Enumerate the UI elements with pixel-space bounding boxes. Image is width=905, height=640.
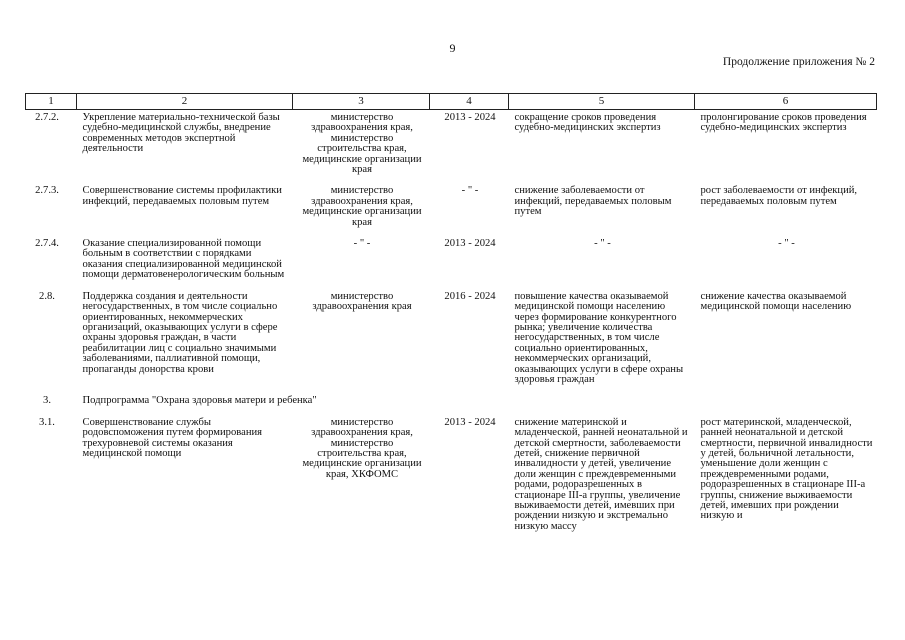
- executor: министерство здравоохранения края, министерство строительства края, медицинские организации края: [302, 112, 422, 176]
- table-row: [26, 289, 877, 394]
- table-row: [26, 110, 877, 184]
- consequence: снижение качества оказываемой медицинской помощи населению: [700, 290, 852, 313]
- subprogram-title: Подпрограмма "Охрана здоровья матери и ребенка": [82, 395, 317, 407]
- measure-name: Оказание специализированной помощи больным в соответствии с порядками оказания специализированной медицинской помощи дерматовенерологическим больным: [82, 238, 285, 281]
- measure-name: Укрепление материально-технической базы судебно-медицинской службы, внедрение современных методов экспертной деятельности: [82, 112, 280, 155]
- measure-name: Поддержка создания и деятельности негосударственных, в том числе социально ориентированных, некоммерческих организаций, оказывающих услуги в сфере охраны здоровья граждан, в части реабилитации лиц с социально значимыми заболеваниями, паллиативной помощи, пропаганды донорства крови: [82, 290, 278, 375]
- header-cell: 6: [695, 94, 877, 110]
- measures-table: [25, 93, 877, 532]
- row-number: 2.7.3.: [35, 185, 59, 197]
- expected-result: снижение заболеваемости от инфекций, передаваемых половым путем: [514, 185, 672, 218]
- table-row: [26, 415, 877, 532]
- expected-result: сокращение сроков проведения судебно-медицинских экспертиз: [514, 112, 661, 134]
- executor: министерство здравоохранения края, медицинские организации края: [302, 185, 422, 228]
- page-number: 9: [449, 41, 456, 55]
- row-number: 2.7.2.: [35, 112, 59, 123]
- consequence: пролонгирование сроков проведения судебно-медицинских экспертиз: [700, 112, 867, 134]
- expected-result: - " -: [594, 238, 611, 250]
- continuation-label: Продолжение приложения № 2: [722, 56, 875, 68]
- subprogram-row: [26, 393, 877, 414]
- measure-name: Совершенствование службы родовспоможения путем формирования трехуровневой системы оказания медицинской помощи: [82, 416, 263, 459]
- header-cell: 2: [77, 94, 293, 110]
- table-header-row: [26, 94, 877, 110]
- period: - " -: [461, 185, 479, 197]
- period: 2016 - 2024: [444, 290, 496, 302]
- expected-result: повышение качества оказываемой медицинской помощи населению через формирование конкурентного рынка; увеличение количества негосударственных, в том числе социально ориентированных, некоммерческих организаций, оказывающих услуги в сфере охраны здоровья граждан: [514, 290, 684, 385]
- consequence: рост заболеваемости от инфекций, передаваемых половым путем: [700, 185, 858, 207]
- consequence: рост материнской, младенческой, ранней неонатальной и детской смертности, первичной инвалидности у детей, больничной летальности, уменьшение доли женщин с преждевременными родами, родоразрешенных в стационаре III-а группы, снижение выживаемости детей, имевших при рождении низкую и: [700, 416, 873, 522]
- table-row: [26, 183, 877, 236]
- header-cell: 1: [26, 94, 77, 110]
- header-cell: 4: [430, 94, 509, 110]
- row-number: 3.: [43, 395, 51, 407]
- executor: министерство здравоохранения края, министерство строительства края, медицинские организации края, ХКФОМС: [302, 416, 422, 480]
- period: 2013 - 2024: [444, 238, 496, 250]
- row-number: 3.1.: [39, 416, 55, 428]
- header-cell: 3: [293, 94, 430, 110]
- header-cell: 5: [509, 94, 695, 110]
- row-number: 2.7.4.: [35, 238, 59, 250]
- row-number: 2.8.: [39, 290, 55, 302]
- measure-name: Совершенствование системы профилактики инфекций, передаваемых половым путем: [82, 185, 282, 207]
- executor: - " -: [353, 238, 371, 250]
- period: 2013 - 2024: [444, 416, 496, 428]
- period: 2013 - 2024: [444, 112, 496, 123]
- expected-result: снижение материнской и младенческой, ранней неонатальной и детской смертности, заболеваемости детей, снижение первичной инвалидности у детей, увеличение доли женщин с преждевременными родами, родоразрешенных в стационаре III-а группы, увеличение выживаемости детей, имевших при рождении низкую и экстремально низкую массу: [514, 416, 688, 532]
- consequence: - " -: [778, 238, 795, 250]
- executor: министерство здравоохранения края: [312, 290, 412, 313]
- table-row: [26, 236, 877, 289]
